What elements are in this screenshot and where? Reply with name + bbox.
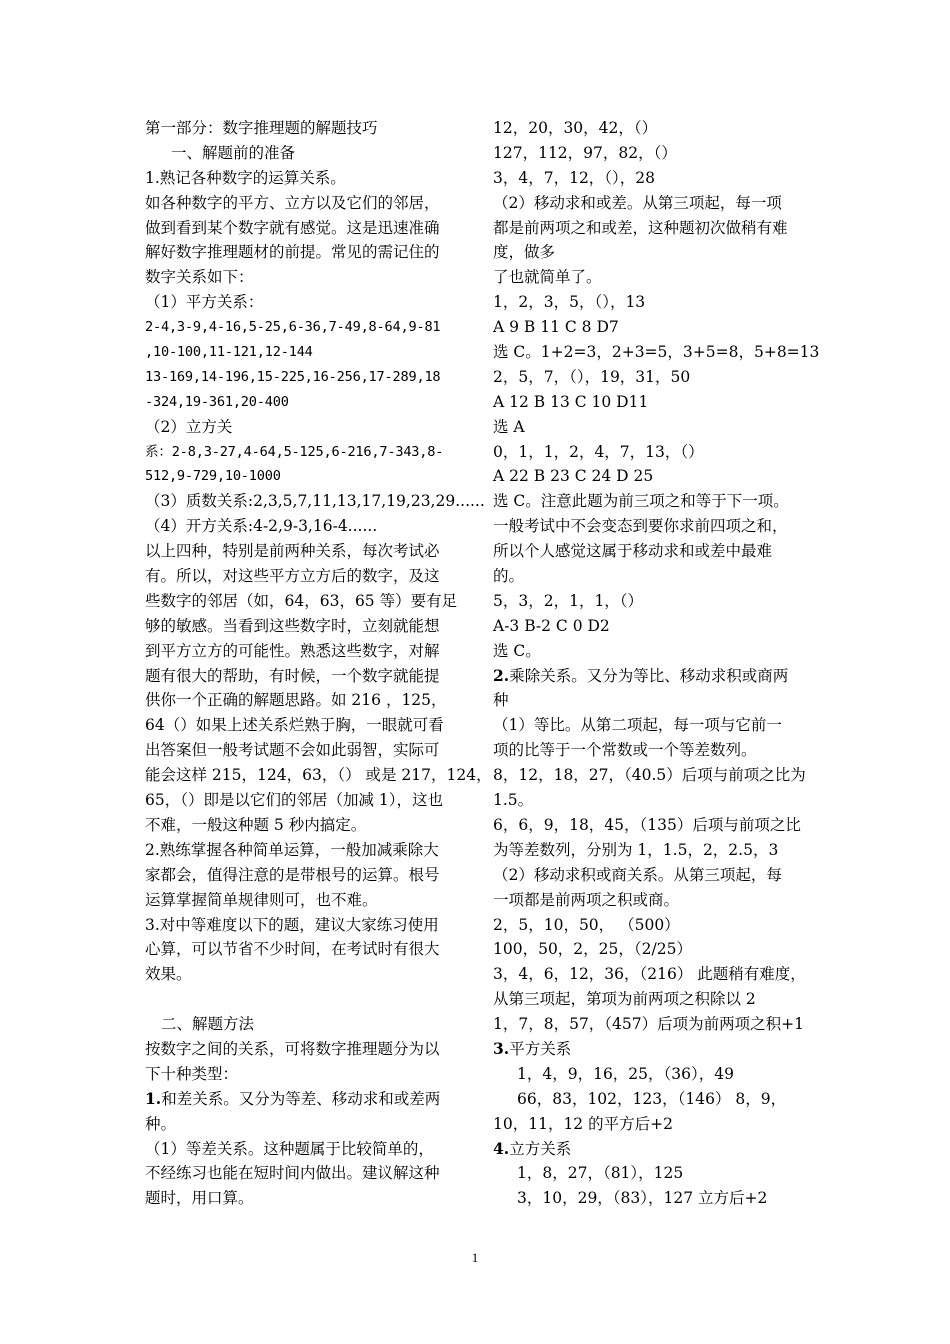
text-line (493, 664, 811, 689)
section-number: 2. (493, 665, 510, 685)
text-line: 系：2-8,3-27,4-64,5-125,6-216,7-343,8- (145, 443, 444, 460)
text-line: 选 A (493, 417, 525, 436)
section-number: 4. (493, 1138, 510, 1158)
text-line: 0，1，1，2，4，7，13，（） (493, 442, 704, 461)
text-line: 出答案但一般考试题不会如此弱智，实际可 (145, 741, 440, 760)
text-line: 不难，一般这种题 5 秒内搞定。 (145, 815, 367, 834)
section-text: 立方关系 (509, 1139, 572, 1158)
text-line: 选 C。1+2=3，2+3=5，3+5=8，5+8=13 (493, 343, 820, 362)
section-number: 1. (145, 1088, 162, 1108)
text-line: 13-169,14-196,15-225,16-256,17-289,18 (145, 368, 441, 385)
text-line: 10，11，12 的平方后+2 (493, 1114, 673, 1133)
text-line: -324,19-361,20-400 (145, 393, 289, 410)
section-number: 3. (493, 1038, 510, 1058)
text-line: 6，6，9，18，45，（135）后项与前项之比 (493, 815, 801, 834)
text-line: 2，5，10，50， （500） (493, 915, 680, 934)
text-line: 家都会，值得注意的是带根号的运算。根号 (145, 865, 440, 884)
text-line: 2-4,3-9,4-16,5-25,6-36,7-49,8-64,9-81 (145, 319, 441, 336)
text-line: 有。所以，对这些平方立方后的数字，及这 (145, 567, 440, 586)
text-line: 从第三项起，第项为前两项之积除以 2 (493, 990, 756, 1009)
text-line: 66，83，102，123，（146） 8，9， (517, 1089, 787, 1108)
text-line: 到平方立方的可能性。熟悉这些数字，对解 (145, 641, 440, 660)
text-line: （1）等比。从第二项起，每一项与它前一 (493, 716, 782, 735)
text-line: 64（）如果上述关系烂熟于胸，一眼就可看 (145, 716, 444, 735)
text-line: 按数字之间的关系，可将数字推理题分为以 (145, 1039, 440, 1058)
text-line: 够的敏感。当看到这些数字时，立刻就能想 (145, 616, 440, 635)
text-line: 做到看到某个数字就有感觉。这是迅速准确 (145, 218, 440, 237)
text-line: 一般考试中不会变态到要你求前四项之和， (493, 517, 788, 536)
text-line: 选 C。注意此题为前三项之和等于下一项。 (493, 492, 789, 511)
text-line: 能会这样 215，124，63，（） 或是 217，124， (145, 766, 492, 785)
text-line: 3，4，6，12，36，（216） 此题稍有难度， (493, 965, 806, 984)
text-line: 不经练习也能在短时间内做出。建议解这种 (145, 1164, 440, 1183)
text-line: A 9 B 11 C 8 D7 (493, 318, 619, 337)
text-line: 都是前两项之和或差，这种题初次做稍有难 (493, 218, 788, 237)
text-line: 1，2，3，5，（），13 (493, 293, 646, 312)
text-line: （4）开方关系:4-2,9-3,16-4...... (145, 517, 378, 536)
text-line: 1，8，27，（81），125 (517, 1164, 684, 1183)
text-line: 3.对中等难度以下的题，建议大家练习使用 (145, 915, 439, 934)
text-line: 100，50，2，25，（2/25） (493, 940, 692, 959)
text-line (493, 1137, 811, 1162)
text-line (145, 1087, 463, 1112)
text-line: 2，5，7，（），19，31，50 (493, 367, 691, 386)
text-line: 以上四种，特别是前两种关系，每次考试必 (145, 542, 440, 561)
text-line: 1.熟记各种数字的运算关系。 (145, 168, 346, 187)
text-line: A-3 B-2 C 0 D2 (493, 616, 610, 635)
text-line: 为等差数列，分别为 1，1.5，2，2.5，3 (493, 840, 779, 859)
text-line: 效果。 (145, 965, 192, 984)
text-line: 3，4，7，12，（），28 (493, 168, 656, 187)
text-line: 了也就简单了。 (493, 268, 602, 287)
text-line: 如各种数字的平方、立方以及它们的邻居， (145, 193, 440, 212)
text-line: 一、解题前的准备 (171, 143, 296, 162)
text-line: 3，10，29，（83），127 立方后+2 (517, 1189, 768, 1208)
section-text: 乘除关系。又分为等比、移动求积或商两 (509, 666, 789, 685)
text-line: 题有很大的帮助，有时候，一个数字就能提 (145, 666, 440, 685)
text-line: A 22 B 23 C 24 D 25 (493, 467, 654, 486)
text-line: 二、解题方法 (161, 1015, 255, 1034)
text-line: A 12 B 13 C 10 D11 (493, 392, 649, 411)
text-line: 8，12，18，27，（40.5）后项与前项之比为 (493, 766, 806, 785)
text-line: （2）移动求和或差。从第三项起，每一项 (493, 193, 782, 212)
text-line: 65，（）即是以它们的邻居（加减 1），这也 (145, 791, 444, 810)
text-line: 1，7，8，57，（457）后项为前两项之积+1 (493, 1015, 804, 1034)
text-line: 一项都是前两项之积或商。 (493, 890, 680, 909)
text-line: 解好数字推理题材的前提。常见的需记住的 (145, 243, 440, 262)
text-line: 5，3，2，1，1，（） (493, 591, 644, 610)
text-line: 种 (493, 691, 509, 710)
text-line: 2.熟练掌握各种简单运算，一般加减乘除大 (145, 840, 439, 859)
text-line (493, 1037, 811, 1062)
section-text: 平方关系 (509, 1039, 572, 1058)
text-line: 运算掌握简单规律则可，也不难。 (145, 890, 378, 909)
section-text: 和差关系。又分为等差、移动求和或差两 (161, 1089, 441, 1108)
text-line: （2）立方关 (145, 417, 233, 436)
right-column (493, 116, 820, 1211)
text-line: 心算，可以节省不少时间，在考试时有很大 (145, 940, 440, 959)
text-line: 下十种类型： (145, 1064, 239, 1083)
text-line: 的。 (493, 567, 525, 586)
text-line: 项的比等于一个常数或一个等差数列。 (493, 741, 757, 760)
text-line: 所以个人感觉这属于移动求和或差中最难 (493, 542, 773, 561)
text-line: 种。 (145, 1114, 177, 1133)
text-line: 1.5。 (493, 791, 534, 810)
text-line: 度，做多 (493, 243, 556, 262)
text-line: 题时，用口算。 (145, 1189, 254, 1208)
text-line: （3）质数关系:2,3,5,7,11,13,17,19,23,29...... (145, 492, 485, 511)
text-line: （1）平方关系： (145, 293, 264, 312)
text-line: 些数字的邻居（如，64，63，65 等）要有足 (145, 591, 458, 610)
text-line: （2）移动求积或商关系。从第三项起，每 (493, 865, 782, 884)
text-line: 12，20，30，42，（） (493, 119, 658, 137)
text-line: ,10-100,11-121,12-144 (145, 344, 313, 361)
left-column (145, 116, 492, 1211)
text-line: 第一部分：数字推理题的解题技巧 (145, 119, 378, 137)
text-line: （1）等差关系。这种题属于比较简单的， (145, 1139, 434, 1158)
text-line: 供你一个正确的解题思路。如 216 ，125， (145, 691, 447, 710)
page-number: 1 (471, 1250, 479, 1265)
text-line: 1，4，9，16，25，（36），49 (517, 1064, 734, 1083)
text-line (145, 987, 463, 1012)
text-line: 数字关系如下： (145, 268, 254, 287)
text-line: 选 C。 (493, 641, 541, 660)
text-line: 512,9-729,10-1000 (145, 468, 281, 485)
text-line: 127，112，97，82，（） (493, 143, 677, 162)
